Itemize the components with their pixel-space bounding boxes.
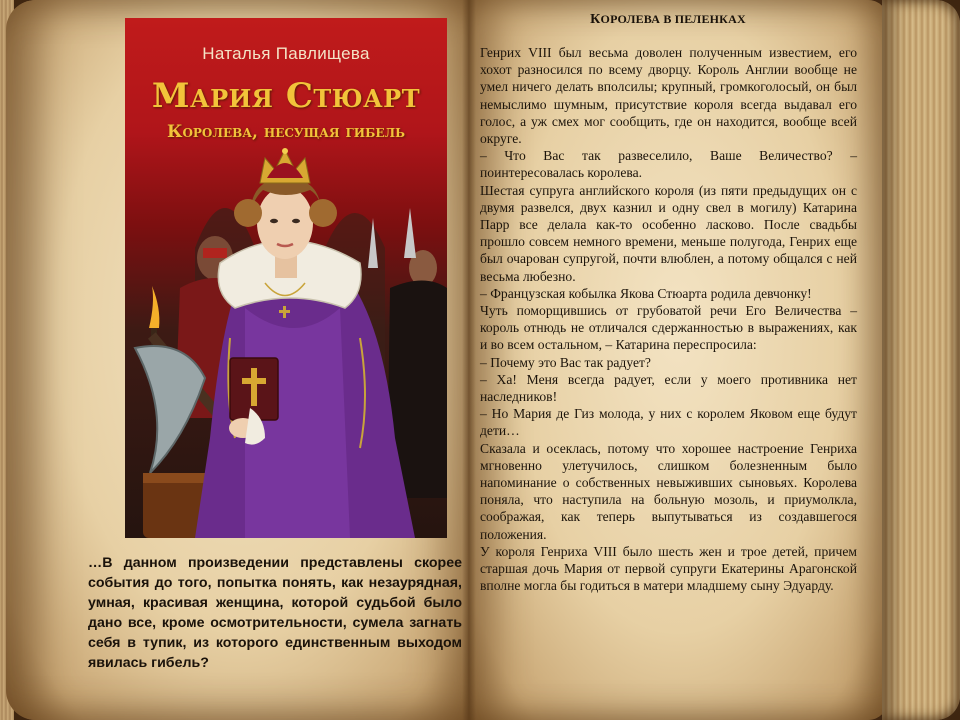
paragraph: – Французская кобылка Якова Стюарта родила девчонку!	[480, 285, 812, 301]
chapter-title	[478, 12, 858, 28]
book-blurb: …В данном произведении представлены скорее события до того, попытка понять, как незаурядная, умная, красивая женщина, которой судьбой было дано все, кроме осмотрительности, сумела загнать себя в тупик, из которого единственным выходом явилась гибель?	[88, 555, 462, 671]
paragraph: – Но Мария де Гиз молода, у них с королем Яковом еще будут дети…	[480, 406, 857, 439]
paragraph: – Почему это Вас так радует?	[480, 354, 651, 370]
page-edges	[882, 0, 960, 720]
book-cover	[125, 18, 447, 538]
paragraph: Генрих VIII был весьма доволен полученным известием, его хохот разносился по всему дворцу. Король Англии вообще не умел ничего делать вполсилы; крупный, громкоголосый, он был немыслимо шумным, присутствие короля всегда выдавал его голос, а уж смех мог сообщить, где он находится, вообще всей округе.	[480, 45, 857, 147]
chapter-title-rest: ОРОЛЕВА В ПЕЛЕНКАХ	[600, 12, 746, 26]
chapter-title-initial: К	[590, 12, 601, 27]
paragraph: – Ха! Меня всегда радует, если у моего противника нет наследников!	[480, 371, 857, 405]
paragraph: У короля Генриха VIII было шесть жен и трое детей, причем старшая дочь Мария от первой супруги Екатерины Арагонской вполне могла бы годиться в матери младшему сыну Эдуарду.	[480, 543, 857, 594]
cover-subtitle: Королева, несущая гибель	[166, 122, 405, 142]
paragraph: Шестая супруга английского короля (из пяти предыдущих он с двумя развелся, двух казнил и одну свел в могилу) Катарина Парр все делала как-то особенно ласково. После свадьбы прошло совсем немного времени, меньше полугода, Генрих еще был очарован супругой, почти влюблен, а потому общался с ней весьма любезно.	[480, 182, 857, 284]
paragraph: Сказала и осеклась, потому что хорошее настроение Генриха мгновенно улетучилось, слишком болезненным было напоминание о собственных невыживших сыновьях. Королева поняла, что наступила на больную мозоль, и приумолкла, соображая, как теперь выпутываться из создавшегося положения.	[480, 440, 857, 542]
chapter-text	[480, 44, 857, 595]
paragraph: Чуть поморщившись от грубоватой речи Его Величества – король отнюдь не отличался сдержанностью в выражениях, как и во всем остальном, – Катарина переспросила:	[480, 303, 857, 353]
cover-author: Наталья Павлищева	[202, 44, 370, 63]
paragraph: – Что Вас так развеселило, Ваше Величество? – поинтересовалась королева.	[480, 148, 857, 181]
cover-title: Мария Стюарт	[151, 76, 421, 116]
book-spine	[462, 0, 476, 720]
